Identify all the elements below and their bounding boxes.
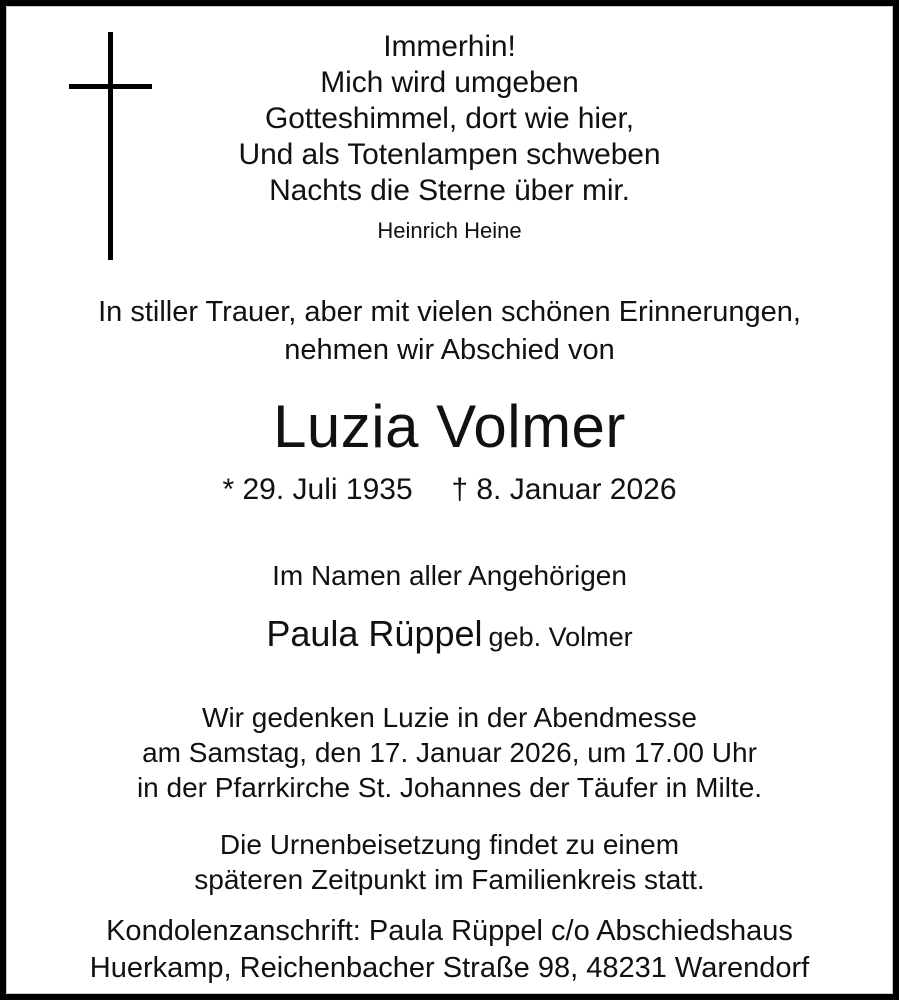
farewell-line: In stiller Trauer, aber mit vielen schönen Erinnerungen, xyxy=(98,296,801,328)
life-dates xyxy=(7,471,892,509)
farewell-line: nehmen wir Abschied von xyxy=(284,334,615,366)
poem-line: Mich wird umgeben xyxy=(320,66,579,99)
poem-line: Und als Totenlampen schweben xyxy=(238,138,661,171)
poem-author: Heinrich Heine xyxy=(377,218,522,243)
condolence-address xyxy=(7,913,892,987)
birth-symbol: * xyxy=(222,473,235,506)
notice-inner-frame xyxy=(6,6,893,994)
memorial-service-details xyxy=(7,700,892,805)
family-member-name: Paula Rüppel xyxy=(266,613,483,654)
farewell-intro xyxy=(7,293,892,369)
service-line: am Samstag, den 17. Januar 2026, um 17.00 Uhr xyxy=(142,737,757,768)
urn-burial-notice xyxy=(7,827,892,897)
service-line: Wir gedenken Luzie in der Abendmesse xyxy=(202,702,697,733)
family-intro-text: Im Namen aller Angehörigen xyxy=(272,560,627,591)
deceased-name: Luzia Volmer xyxy=(273,393,626,460)
death-symbol: † xyxy=(451,473,469,506)
condolence-line: Kondolenzanschrift: Paula Rüppel c/o Abschiedshaus xyxy=(106,915,793,947)
service-line: in der Pfarrkirche St. Johannes der Täufer in Milte. xyxy=(136,772,763,803)
poem-line: Immerhin! xyxy=(383,30,516,63)
condolence-line: Huerkamp, Reichenbacher Straße 98, 48231 Warendorf xyxy=(89,952,810,984)
family-name-row xyxy=(7,612,892,659)
memorial-poem xyxy=(7,29,892,245)
birth-date: 29. Juli 1935 xyxy=(242,473,413,506)
poem-line: Nachts die Sterne über mir. xyxy=(269,174,630,207)
notice-content xyxy=(7,7,892,993)
family-section xyxy=(7,558,892,659)
burial-line: Die Urnenbeisetzung findet zu einem xyxy=(219,829,680,860)
family-member-maiden-name: geb. Volmer xyxy=(488,622,633,652)
burial-line: späteren Zeitpunkt im Familienkreis statt. xyxy=(194,864,705,895)
death-date: 8. Januar 2026 xyxy=(476,473,677,506)
poem-line: Gotteshimmel, dort wie hier, xyxy=(264,102,634,135)
